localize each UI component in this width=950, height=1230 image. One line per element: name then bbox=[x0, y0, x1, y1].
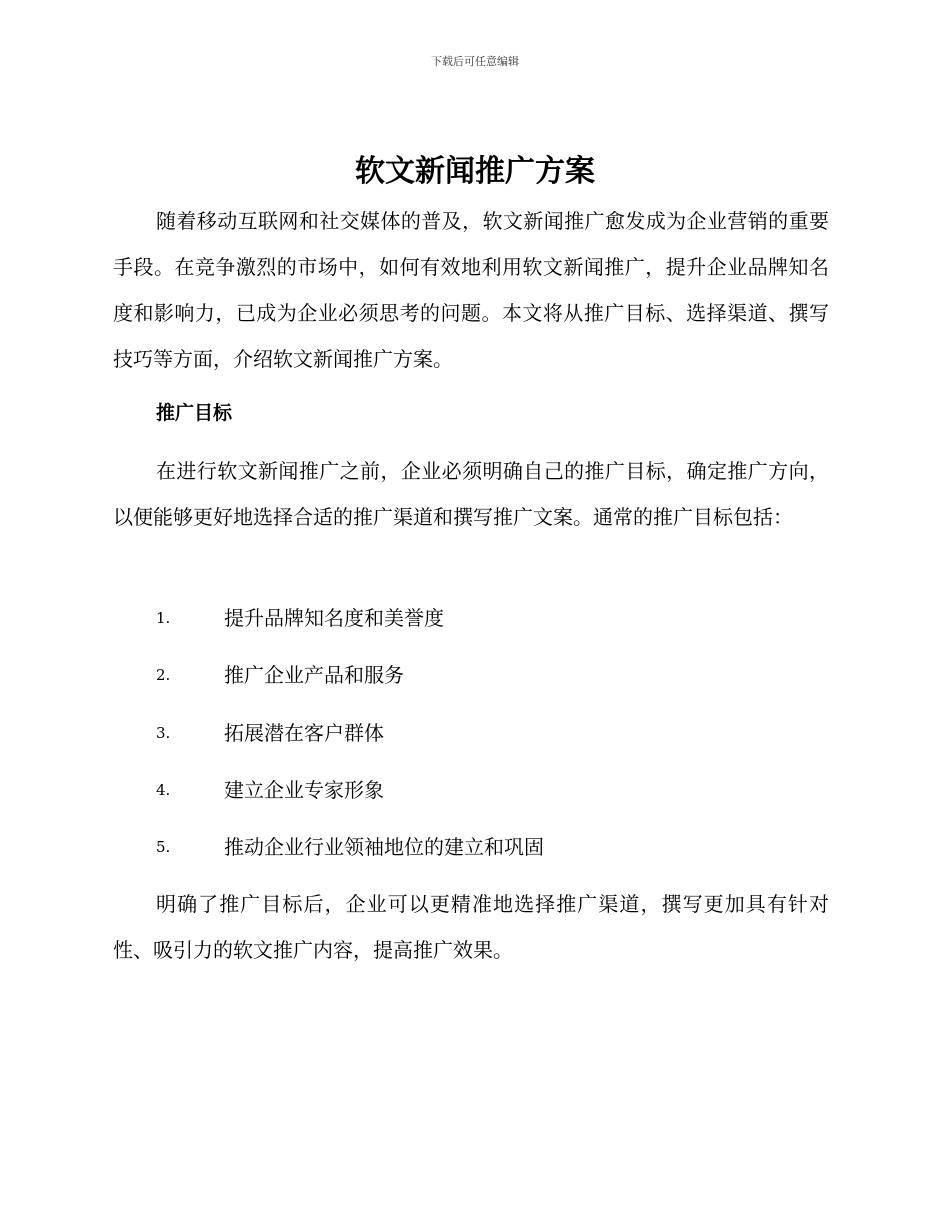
list-item bbox=[156, 832, 816, 862]
list-item bbox=[156, 660, 816, 690]
list-item-text: 拓展潜在客户群体 bbox=[224, 721, 384, 745]
page-header-note: 下载后可任意编辑 bbox=[431, 55, 519, 68]
list-item-number: 1. bbox=[156, 609, 171, 627]
list-item bbox=[156, 718, 816, 748]
list-item-text: 推广企业产品和服务 bbox=[224, 663, 404, 687]
list-item bbox=[156, 775, 816, 805]
list-item-text: 提升品牌知名度和美誉度 bbox=[224, 606, 444, 630]
list-item-number: 4. bbox=[156, 781, 171, 799]
list-item-number: 3. bbox=[156, 724, 171, 742]
list-item-number: 5. bbox=[156, 838, 171, 856]
section-heading-goals: 推广目标 bbox=[156, 402, 233, 424]
document-title: 软文新闻推广方案 bbox=[355, 154, 595, 189]
goals-lead-paragraph: 在进行软文新闻推广之前，企业必须明确自己的推广目标，确定推广方向，以便能够更好地选择合适的推广渠道和撰写推广文案。通常的推广目标包括： bbox=[113, 459, 829, 529]
intro-paragraph: 随着移动互联网和社交媒体的普及，软文新闻推广愈发成为企业营销的重要手段。在竞争激烈的市场中，如何有效地利用软文新闻推广，提升企业品牌知名度和影响力，已成为企业必须思考的问题。本文将从推广目标、选择渠道、撰写技巧等方面，介绍软文新闻推广方案。 bbox=[113, 209, 829, 371]
goals-conclusion-paragraph: 明确了推广目标后，企业可以更精准地选择推广渠道，撰写更加具有针对性、吸引力的软文推广内容，提高推广效果。 bbox=[113, 892, 829, 962]
list-item-text: 推动企业行业领袖地位的建立和巩固 bbox=[224, 835, 544, 859]
list-item-text: 建立企业专家形象 bbox=[224, 778, 384, 802]
list-item-number: 2. bbox=[156, 666, 171, 684]
list-item bbox=[156, 603, 816, 633]
